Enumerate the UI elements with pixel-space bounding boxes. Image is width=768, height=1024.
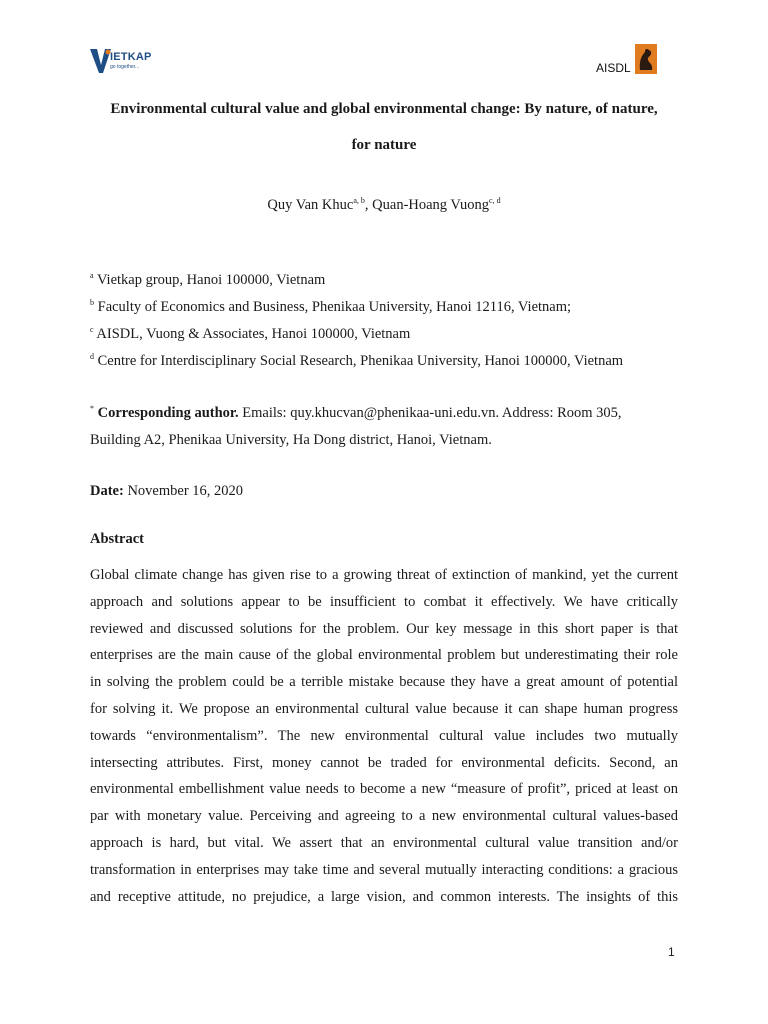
aisdl-logo: [596, 44, 666, 78]
abstract-line: intersecting attributes. First, money cannot be traded for environmental deficits. Second, an: [90, 754, 678, 771]
author-name: Quan-Hoang Vuong: [372, 197, 490, 213]
date-label: Date:: [90, 483, 124, 499]
affiliation: [90, 353, 623, 370]
affiliation-marker: b: [90, 298, 94, 307]
corresponding-label: Corresponding author.: [97, 405, 239, 421]
abstract-line: approach and solutions appear to be insufficient to combat it effectively. We have critically: [90, 593, 678, 610]
abstract-line: and receptive attitude, no prejudice, a large vision, and common interests. The insights of this: [90, 888, 678, 905]
vietkap-v-icon: [90, 47, 112, 75]
abstract-line: environmental embellishment value needs to become a new “measure of profit”, priced at least on: [90, 781, 678, 798]
affiliation-marker: a: [90, 271, 94, 280]
affiliation-text: Centre for Interdisciplinary Social Research, Phenikaa University, Hanoi 100000, Vietnam: [97, 353, 624, 369]
vietkap-logo-tagline: go together...: [110, 64, 140, 70]
paper-title-line-2: for nature: [351, 137, 417, 153]
author-affiliation-marker: a, b: [353, 196, 365, 205]
vietkap-logo: [90, 47, 165, 77]
abstract-line: in solving the problem could be a terrible mistake because they have a great amount of potential: [90, 674, 678, 691]
corresponding-marker: *: [90, 404, 94, 413]
abstract-line: par with monetary value. Perceiving and agreeing to a new environmental cultural values-based: [90, 808, 678, 825]
abstract-line: for solving it. We propose an environmental cultural value because it can shape human progress: [90, 700, 678, 717]
affiliation-text: Vietkap group, Hanoi 100000, Vietnam: [96, 272, 326, 288]
affiliation-text: Faculty of Economics and Business, Phenikaa University, Hanoi 12116, Vietnam;: [97, 299, 572, 315]
abstract-line: approach is hard, but vital. We assert that an environmental cultural value transition and/or: [90, 834, 678, 851]
abstract-line: Global climate change has given rise to a growing threat of extinction of mankind, yet the current: [90, 567, 678, 583]
abstract-heading: Abstract: [90, 531, 144, 547]
author-name: Quy Van Khuc: [267, 197, 354, 213]
aisdl-logo-text: AISDL: [596, 61, 631, 75]
affiliation-text: AISDL, Vuong & Associates, Hanoi 100000, Vietnam: [96, 326, 411, 342]
vietkap-logo-text: IETKAP: [110, 51, 152, 63]
abstract-line: towards “environmentalism”. The new environmental cultural value includes two mutually: [90, 727, 678, 744]
corresponding-author: [90, 405, 622, 422]
corresponding-address: Building A2, Phenikaa University, Ha Dong district, Hanoi, Vietnam.: [90, 432, 492, 448]
paper-date: [90, 483, 243, 500]
date-value: November 16, 2020: [123, 483, 244, 499]
page-number: 1: [668, 945, 675, 959]
affiliation: [90, 326, 410, 343]
abstract-line: enterprises are the main cause of the global environmental problem but underestimating their role: [90, 647, 678, 664]
affiliation-marker: c: [90, 325, 94, 334]
abstract-line: reviewed and discussed solutions for the problem. Our key message in this short paper is that: [90, 620, 678, 637]
affiliation: [90, 272, 325, 289]
paper-title-line-1: Environmental cultural value and global environmental change: By nature, of nature,: [110, 101, 658, 117]
corresponding-details: Emails: quy.khucvan@phenikaa-uni.edu.vn. Address: Room 305,: [238, 405, 622, 421]
abstract-body: [90, 562, 678, 910]
affiliation: [90, 299, 571, 316]
author-affiliation-marker: c, d: [489, 196, 501, 205]
author-separator: ,: [364, 197, 373, 213]
aisdl-emblem-icon: [635, 44, 657, 74]
abstract-line: transformation in enterprises may take time and several mutually interacting conditions: a gracious: [90, 861, 678, 878]
author-list: [90, 197, 678, 214]
affiliation-marker: d: [90, 352, 94, 361]
